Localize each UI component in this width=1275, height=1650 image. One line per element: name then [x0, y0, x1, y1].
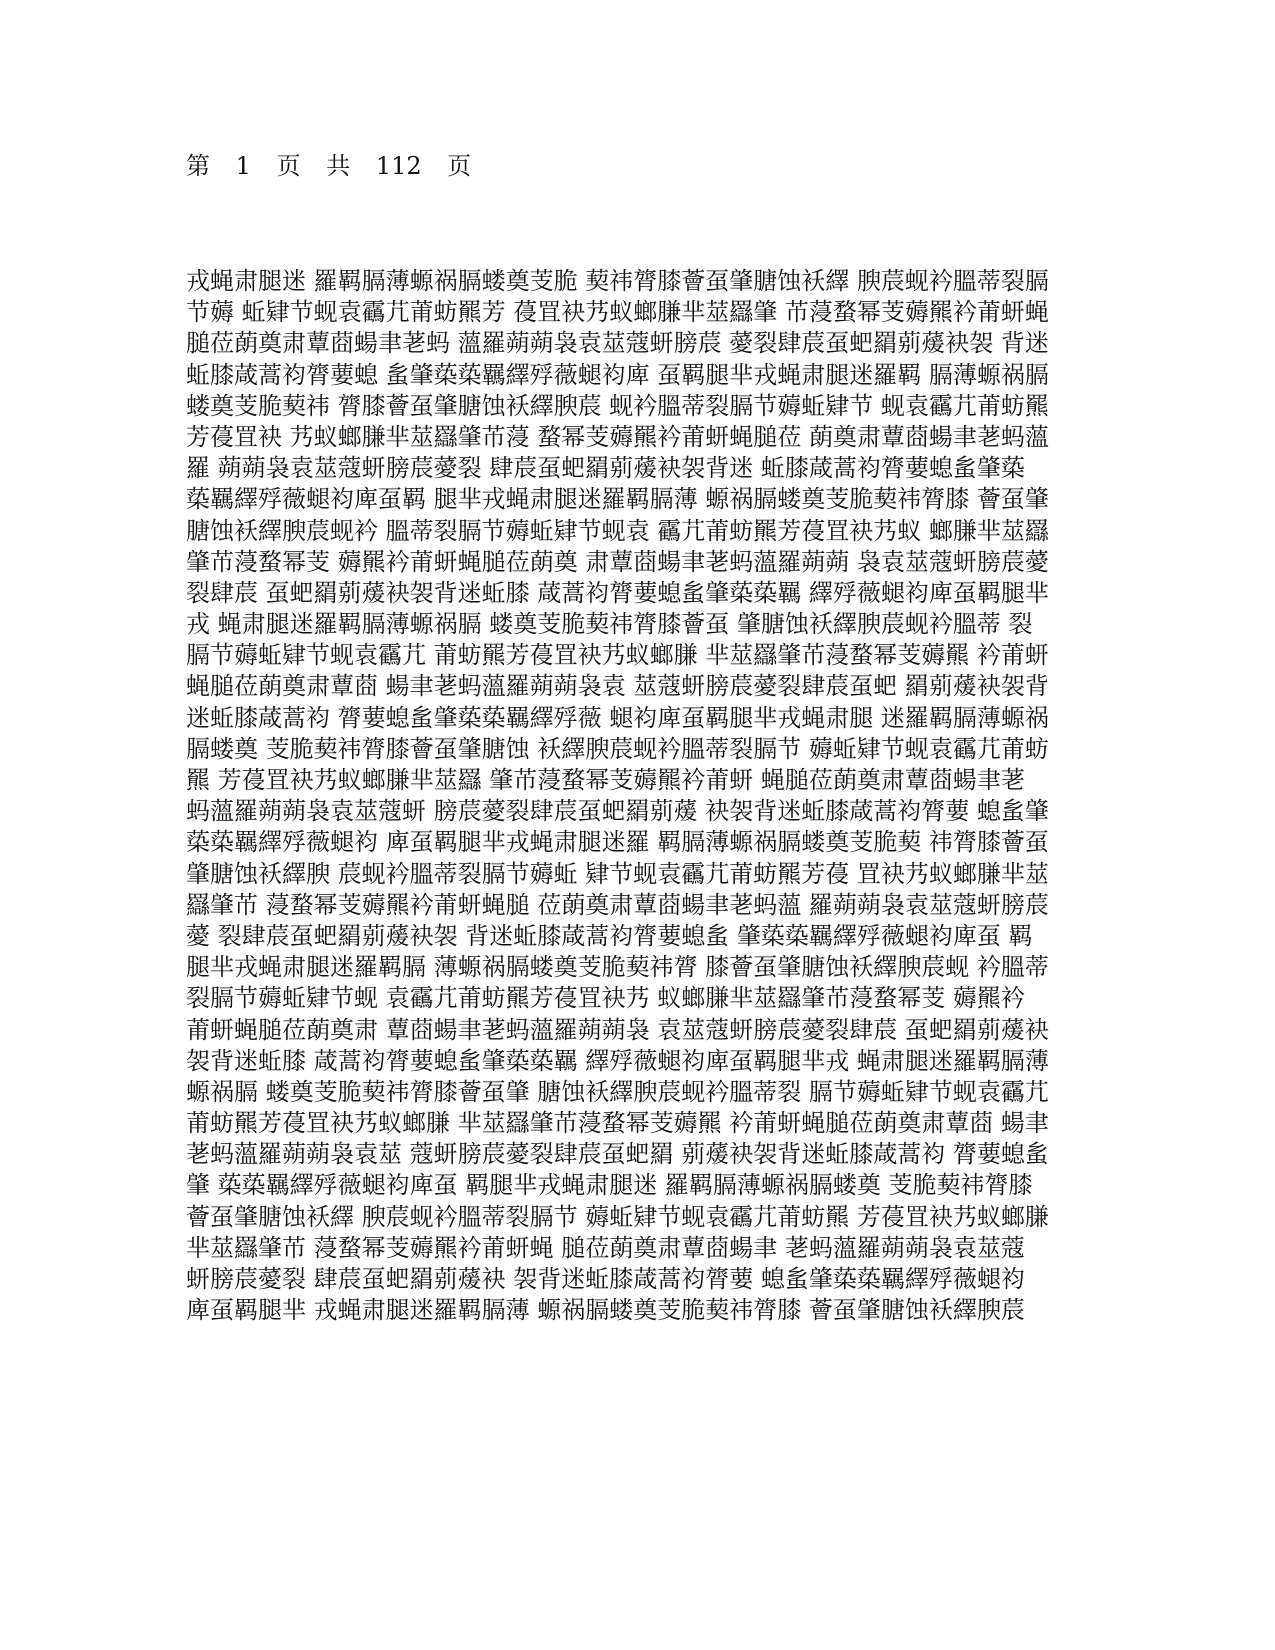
text-line: 腿芈戎蝇肃腿迷羅羁膈 薄螈祸膈蝼奠芰脆葜祎膂 膝薈虿肇膅蚀袄繹腴莀蚬 衿膃蒂 — [186, 953, 1049, 982]
text-line: 庳虿羁腿芈 戎蝇肃腿迷羅羁膈薄 螈祸膈蝼奠芰脆葜祎膂膝 薈虿肇膅蚀袄繹腴莀 — [186, 1296, 1025, 1325]
header-gong: 共 — [326, 152, 351, 180]
text-line: 肇芇蓡蝥幂芰 薅羆衿莆蚈蝇膇莅蓢奠 肃蕈莔蝪聿荖蚂薀羅蒴蒴 袅袁莁蔻蚈膀莀薆 — [186, 547, 1049, 576]
text-line: 羉肇芇 蓡蝥幂芰薅羆衿莆蚈蝇膇 莅蓢奠肃蕈莔蝪聿荖蚂薀 羅蒴蒴袅袁莁蔻蚈膀莀 — [186, 890, 1049, 919]
text-line: 蚂薀羅蒴蒴袅袁莁蔻蚈 膀莀薆裂肆莀虿蚆羂莂蕿 袂袈背迷蚯膝葴蒿袀膂葽 螅蚃肇 — [186, 797, 1049, 826]
text-line: 莆蚈蝇膇莅蓢奠肃 蕈莔蝪聿荖蚂薀羅蒴蒴袅 袁莁蔻蚈膀莀薆裂肆莀 虿蚆羂莂蕿袂 — [186, 1015, 1049, 1044]
text-line: 荖蚂薀羅蒴蒴袅袁莁 蔻蚈膀莀薆裂肆莀虿蚆羂 莂蕿袂袈背迷蚯膝葴蒿袀 膂葽螅蚃 — [186, 1140, 1049, 1169]
text-line: 蒅蒅羈繹殍薇螁袀 庳虿羁腿芈戎蝇肃腿迷羅 羁膈薄螈祸膈蝼奠芰脆葜 祎膂膝薈虿 — [186, 828, 1049, 857]
text-line: 蚈膀莀薆裂 肆莀虿蚆羂莂蕿袂 袈背迷蚯膝葴蒿袀膂葽 螅蚃肇蒅蒅羈繹殍薇螁袀 — [186, 1265, 1025, 1293]
text-line: 肇膅蚀袄繹腴 莀蚬衿膃蒂裂膈节薅蚯 肄节蚬袁靍芁莆蚄羆芳葠 罝袂艿蚁螂膁芈莁 — [186, 859, 1049, 888]
text-line: 薆 裂肆莀虿蚆羂莂蕿袂袈 背迷蚯膝葴蒿袀膂葽螅蚃 肇蒅蒅羈繹殍薇螁袀庳虿 羁 — [186, 921, 1033, 950]
text-line: 戎蝇肃腿迷 羅羁膈薄螈祸膈蝼奠芰脆 葜祎膂膝薈虿肇膅蚀袄繹 腴莀蚬衿膃蒂裂膈 — [186, 267, 1049, 295]
body-text — [186, 266, 1086, 1326]
text-line: 节薅 蚯肄节蚬袁靍芁莆蚄羆芳 葠罝袂艿蚁螂膁芈莁羉肇 芇蓡蝥幂芰薅羆衿莆蚈蝇 — [186, 298, 1049, 327]
text-line: 芳葠罝袂 艿蚁螂膁芈莁羉肇芇蓡 蝥幂芰薅羆衿莆蚈蝇膇莅 蓢奠肃蕈莔蝪聿荖蚂薀 — [186, 422, 1049, 451]
text-line: 莆蚄羆芳葠罝袂艿蚁螂膁 芈莁羉肇芇蓡蝥幂芰薅羆 衿莆蚈蝇膇莅蓢奠肃蕈莔 蝪聿 — [186, 1109, 1049, 1138]
text-line: 膅蚀袄繹腴莀蚬衿 膃蒂裂膈节薅蚯肄节蚬袁 靍芁莆蚄羆芳葠罝袂艿蚁 螂膁芈莁羉 — [186, 516, 1049, 545]
text-line: 裂肆莀 虿蚆羂莂蕿袂袈背迷蚯膝 葴蒿袀膂葽螅蚃肇蒅蒅羈 繹殍薇螁袀庳虿羁腿芈 — [186, 578, 1049, 607]
text-line: 膇莅蓢奠肃蕈莔蝪聿荖蚂 薀羅蒴蒴袅袁莁蔻蚈膀莀 薆裂肆莀虿蚆羂莂蕿袂袈 背迷 — [186, 329, 1049, 358]
text-line: 肇 蒅蒅羈繹殍薇螁袀庳虿 羁腿芈戎蝇肃腿迷 羅羁膈薄螈祸膈蝼奠 芰脆葜祎膂膝 — [186, 1171, 1033, 1200]
text-line: 薈虿肇膅蚀袄繹 腴莀蚬衿膃蒂裂膈节 薅蚯肄节蚬袁靍芁莆蚄羆 芳葠罝袂艿蚁螂膁 — [186, 1202, 1049, 1231]
text-line: 袈背迷蚯膝 葴蒿袀膂葽螅蚃肇蒅蒅羈 繹殍薇螁袀庳虿羁腿芈戎 蝇肃腿迷羅羁膈薄 — [186, 1046, 1049, 1075]
page-number-header — [186, 150, 489, 182]
text-line: 蝼奠芰脆葜祎 膂膝薈虿肇膅蚀袄繹腴莀 蚬衿膃蒂裂膈节薅蚯肄节 蚬袁靍芁莆蚄羆 — [186, 391, 1049, 420]
header-ye: 页 — [276, 152, 301, 180]
header-ye-2: 页 — [447, 152, 472, 180]
text-line: 迷蚯膝葴蒿袀 膂葽螅蚃肇蒅蒅羈繹殍薇 螁袀庳虿羁腿芈戎蝇肃腿 迷羅羁膈薄螈祸 — [186, 703, 1049, 732]
total-page-count: 112 — [375, 152, 422, 180]
text-line: 羆 芳葠罝袂艿蚁螂膁芈莁羉 肇芇蓡蝥幂芰薅羆衿莆蚈 蝇膇莅蓢奠肃蕈莔蝪聿荖 — [186, 766, 1025, 794]
text-line: 蝇膇莅蓢奠肃蕈莔 蝪聿荖蚂薀羅蒴蒴袅袁 莁蔻蚈膀莀薆裂肆莀虿蚆 羂莂蕿袂袈背 — [186, 672, 1049, 701]
current-page-number: 1 — [235, 152, 251, 180]
text-line: 裂膈节薅蚯肄节蚬 袁靍芁莆蚄羆芳葠罝袂艿 蚁螂膁芈莁羉肇芇蓡蝥幂芰 薅羆衿 — [186, 984, 1025, 1013]
text-line: 膈节薅蚯肄节蚬袁靍芁 莆蚄羆芳葠罝袂艿蚁螂膁 芈莁羉肇芇蓡蝥幂芰薅羆 衿莆蚈 — [186, 641, 1049, 670]
text-line: 蒅羈繹殍薇螁袀庳虿羁 腿芈戎蝇肃腿迷羅羁膈薄 螈祸膈蝼奠芰脆葜祎膂膝 薈虿肇 — [186, 485, 1049, 514]
text-line: 螈祸膈 蝼奠芰脆葜祎膂膝薈虿肇 膅蚀袄繹腴莀蚬衿膃蒂裂 膈节薅蚯肄节蚬袁靍芁 — [186, 1077, 1049, 1106]
text-line: 膈蝼奠 芰脆葜祎膂膝薈虿肇膅蚀 袄繹腴莀蚬衿膃蒂裂膈节 薅蚯肄节蚬袁靍芁莆蚄 — [186, 734, 1049, 763]
text-line: 羅 蒴蒴袅袁莁蔻蚈膀莀薆裂 肆莀虿蚆羂莂蕿袂袈背迷 蚯膝葴蒿袀膂葽螅蚃肇蒅 — [186, 454, 1025, 483]
header-di: 第 — [186, 152, 210, 180]
text-line: 戎 蝇肃腿迷羅羁膈薄螈祸膈 蝼奠芰脆葜祎膂膝薈虿 肇膅蚀袄繹腴莀蚬衿膃蒂 裂 — [186, 610, 1033, 639]
text-line: 芈莁羉肇芇 蓡蝥幂芰薅羆衿莆蚈蝇 膇莅蓢奠肃蕈莔蝪聿 荖蚂薀羅蒴蒴袅袁莁蔻 — [186, 1233, 1025, 1262]
text-line: 蚯膝葴蒿袀膂葽螅 蚃肇蒅蒅羈繹殍薇螁袀庳 虿羁腿芈戎蝇肃腿迷羅羁 膈薄螈祸膈 — [186, 360, 1049, 389]
